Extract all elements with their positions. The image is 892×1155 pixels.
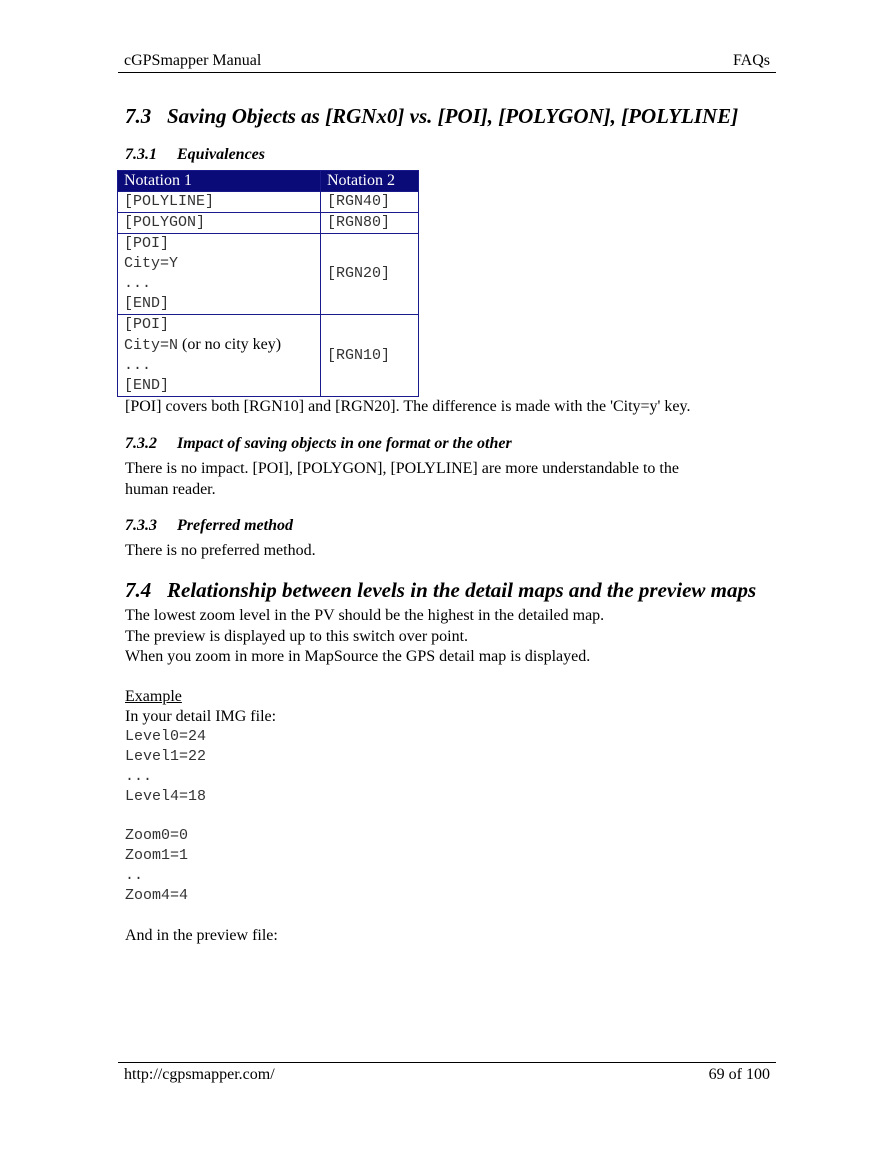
code-line: [POI]	[124, 316, 170, 333]
code-line: Level4=18	[125, 788, 207, 805]
section-number: 7.3.2	[125, 435, 157, 452]
table-cell	[321, 234, 419, 315]
table-header-row	[118, 171, 419, 192]
paragraph-line: And in the preview file:	[125, 927, 278, 944]
section-number: 7.4	[125, 578, 152, 602]
code-line: [RGN10]	[327, 346, 391, 364]
code-line: Level0=24	[125, 728, 207, 745]
table-cell	[118, 213, 321, 234]
paragraph-line: The preview is displayed up to this switch over point.	[125, 628, 469, 645]
column-header: Notation 1	[118, 171, 321, 192]
code-text: City=N	[124, 337, 179, 354]
page-number: 69 of 100	[708, 1066, 770, 1083]
equivalence-note: [POI] covers both [RGN10] and [RGN20]. The difference is made with the 'City=y' key.	[125, 398, 691, 415]
paragraph-line: human reader.	[125, 481, 216, 498]
code-line: [RGN20]	[327, 265, 391, 282]
code-line: Zoom4=4	[125, 887, 189, 904]
page-header	[118, 52, 776, 73]
table-cell	[118, 192, 321, 213]
section-7-3-1-heading	[125, 146, 265, 164]
section-7-4-heading	[125, 578, 756, 603]
table-row	[118, 234, 419, 315]
code-line: ...	[125, 768, 153, 785]
code-line: ..	[125, 867, 144, 884]
equivalences-table	[117, 170, 419, 397]
section-number: 7.3	[125, 104, 152, 128]
code-line: [RGN40]	[327, 193, 391, 210]
code-line: ...	[124, 275, 152, 292]
table-row	[118, 192, 419, 213]
column-header: Notation 2	[321, 171, 419, 192]
page-footer	[118, 1062, 776, 1085]
table-row	[118, 315, 419, 397]
section-7-3-heading	[125, 104, 738, 129]
code-line: [END]	[124, 295, 170, 312]
code-line: Zoom0=0	[125, 827, 189, 844]
section-title: Equivalences	[177, 146, 265, 163]
table-cell	[321, 192, 419, 213]
table-cell	[118, 315, 321, 397]
code-line	[124, 335, 314, 356]
code-line: [POLYGON]	[124, 214, 206, 231]
section-title: Relationship between levels in the detail maps and the preview maps	[167, 578, 757, 602]
table-cell	[118, 234, 321, 315]
code-line: Zoom1=1	[125, 847, 189, 864]
note-text: (or no city key)	[178, 336, 282, 353]
paragraph-line: When you zoom in more in MapSource the GPS detail map is displayed.	[125, 648, 591, 665]
section-title: Preferred method	[177, 517, 293, 534]
section-title: Impact of saving objects in one format or the other	[177, 435, 512, 452]
example-label: Example	[125, 688, 182, 705]
code-line: [POI]	[124, 235, 170, 252]
header-title: cGPSmapper Manual	[124, 52, 262, 69]
section-number: 7.3.1	[125, 146, 157, 163]
section-number: 7.3.3	[125, 517, 157, 534]
section-title: Saving Objects as [RGNx0] vs. [POI], [POLYGON], [POLYLINE]	[167, 104, 739, 128]
table-cell	[321, 213, 419, 234]
header-section: FAQs	[732, 52, 770, 69]
paragraph-line: There is no impact. [POI], [POLYGON], [POLYLINE] are more understandable to the	[125, 460, 679, 477]
section-7-3-2-heading	[125, 435, 512, 453]
table-cell	[321, 315, 419, 397]
table-row	[118, 213, 419, 234]
footer-url: http://cgpsmapper.com/	[124, 1066, 275, 1083]
paragraph-line: There is no preferred method.	[125, 542, 316, 559]
code-line: [RGN80]	[327, 214, 391, 231]
section-7-3-3-heading	[125, 517, 293, 535]
code-line: City=Y	[124, 255, 179, 272]
code-line: [END]	[124, 377, 170, 394]
paragraph-line: The lowest zoom level in the PV should be the highest in the detailed map.	[125, 607, 605, 624]
code-line: ...	[124, 357, 152, 374]
code-line: Level1=22	[125, 748, 207, 765]
paragraph-line: In your detail IMG file:	[125, 708, 277, 725]
code-line: [POLYLINE]	[124, 193, 215, 210]
